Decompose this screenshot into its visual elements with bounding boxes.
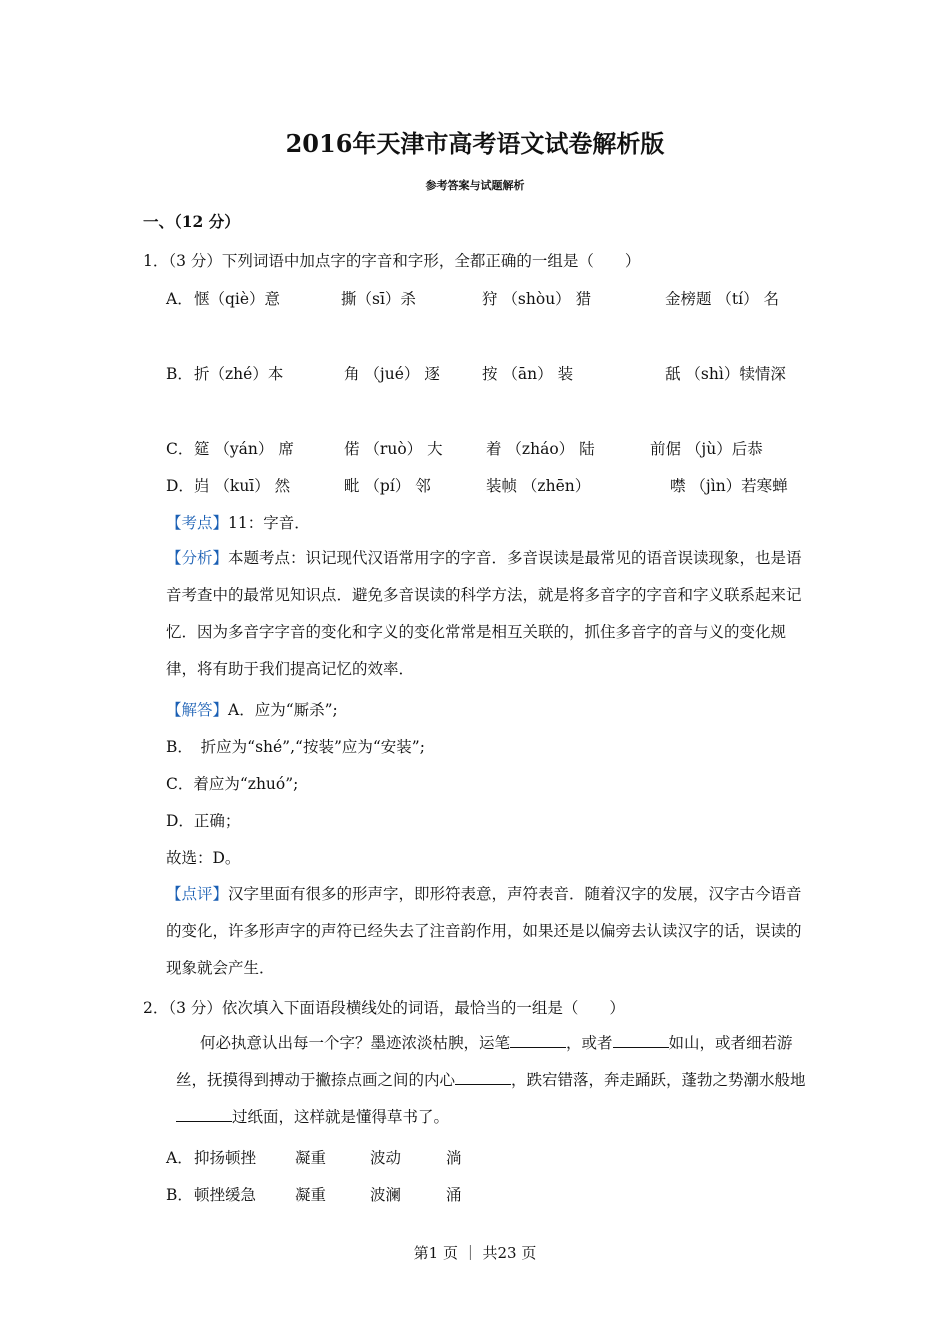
option-label: B． — [166, 1186, 193, 1204]
option-item: 波澜 — [370, 1186, 402, 1204]
q2-stem: 2．（3 分）依次填入下面语段横线处的词语，最恰当的一组是（ ） — [143, 999, 625, 1017]
jieda-line: B． 折应为“shé”,“按装”应为“安装”; — [166, 738, 425, 756]
option-label: A． — [166, 1149, 193, 1167]
option-item: 装帧 （zhēn） — [486, 477, 591, 495]
option-item: 舐 （shì）犊情深 — [665, 365, 786, 383]
fill-blank — [613, 1033, 669, 1048]
q1-jieda — [166, 698, 338, 720]
option-item: 凝重 — [295, 1186, 327, 1204]
q1-kaodian — [166, 511, 310, 533]
option-item: 金榜题 （tí） 名 — [665, 290, 780, 308]
option-item: 惬（qiè）意 — [194, 290, 281, 308]
option-item: 按 （ān） 装 — [482, 365, 574, 383]
jieda-conclusion: 故选：D。 — [166, 849, 241, 867]
option-label: C． — [166, 440, 194, 458]
option-item: 岿 （kuī） 然 — [194, 477, 291, 495]
option-item: 淌 — [446, 1149, 462, 1167]
option-item: 毗 （pí） 邻 — [344, 477, 431, 495]
jieda-tag: 【解答】 — [166, 701, 229, 719]
option-item: 波动 — [370, 1149, 402, 1167]
section-heading: 一、（12 分） — [143, 212, 240, 231]
page-title: 2016年天津市高考语文试卷解析版 — [285, 129, 665, 158]
kaodian-text: 11：字音． — [228, 514, 310, 532]
option-item: 前倨 （jù）后恭 — [650, 440, 763, 458]
option-item: 狩 （shòu） 猎 — [482, 290, 592, 308]
passage-text: 何必执意认出每一个字？墨迹浓淡枯腴，运笔 — [200, 1034, 511, 1052]
jieda-line: D．正确； — [166, 812, 241, 830]
kaodian-tag: 【考点】 — [166, 514, 229, 532]
option-label: B． — [166, 365, 193, 383]
fenxi-text: 本题考点：识记现代汉语常用字的字音．多音误读是最常见的语音误读现象，也是语音考查中的最常见知识点．避免多音误读的科学方法，就是将多音字的字音和字义联系起来记忆．因为多音字字音的变化和字义的变化常常是相互关联的，抓住多音字的音与义的变化规律，将有助于我们提高记忆的效率． — [166, 549, 802, 678]
q1-dianping — [166, 876, 811, 987]
option-item: 顿挫缓急 — [194, 1186, 257, 1204]
option-item: 涌 — [446, 1186, 462, 1204]
option-label: D． — [166, 477, 194, 495]
passage-text: ，跌宕错落，奔走踊跃，蓬勃之势潮水般地 — [511, 1071, 806, 1089]
q1-stem: 1．（3 分）下列词语中加点字的字音和字形，全都正确的一组是（ ） — [143, 252, 641, 270]
passage-text: 如山，或者细若游丝，抚摸得到搏动于撇捺点画之间的内心 — [176, 1034, 793, 1089]
fill-blank — [176, 1107, 232, 1122]
fill-blank — [455, 1070, 511, 1085]
option-item: 筵 （yán） 席 — [194, 440, 294, 458]
dianping-tag: 【点评】 — [166, 885, 229, 903]
option-item: 折（zhé）本 — [194, 365, 284, 383]
option-label: A． — [166, 290, 193, 308]
q2-passage — [176, 1025, 811, 1136]
fenxi-tag: 【分析】 — [166, 549, 229, 567]
q1-fenxi — [166, 540, 811, 688]
jieda-line: C．着应为“zhuó”; — [166, 775, 299, 793]
option-item: 抑扬顿挫 — [194, 1149, 257, 1167]
jieda-line: A．应为“厮杀”; — [228, 701, 338, 719]
page-footer: 第1 页 ｜ 共23 页 — [413, 1244, 537, 1262]
option-item: 偌 （ruò） 大 — [344, 440, 443, 458]
option-item: 着 （zháo） 陆 — [486, 440, 595, 458]
fill-blank — [510, 1033, 566, 1048]
dianping-text: 汉字里面有很多的形声字，即形符表意，声符表音．随着汉字的发展，汉字古今语音的变化，许多形声字的声符已经失去了注音韵作用，如果还是以偏旁去认读汉字的话，误读的现象就会产生． — [166, 885, 802, 977]
option-item: 噤 （jìn）若寒蝉 — [670, 477, 788, 495]
passage-text: ，或者 — [566, 1034, 613, 1052]
option-item: 凝重 — [295, 1149, 327, 1167]
option-item: 角 （jué） 逐 — [344, 365, 440, 383]
option-item: 撕（sī）杀 — [341, 290, 416, 308]
passage-text: 过纸面，这样就是懂得草书了。 — [232, 1108, 450, 1126]
page-subtitle: 参考答案与试题解析 — [425, 179, 525, 192]
